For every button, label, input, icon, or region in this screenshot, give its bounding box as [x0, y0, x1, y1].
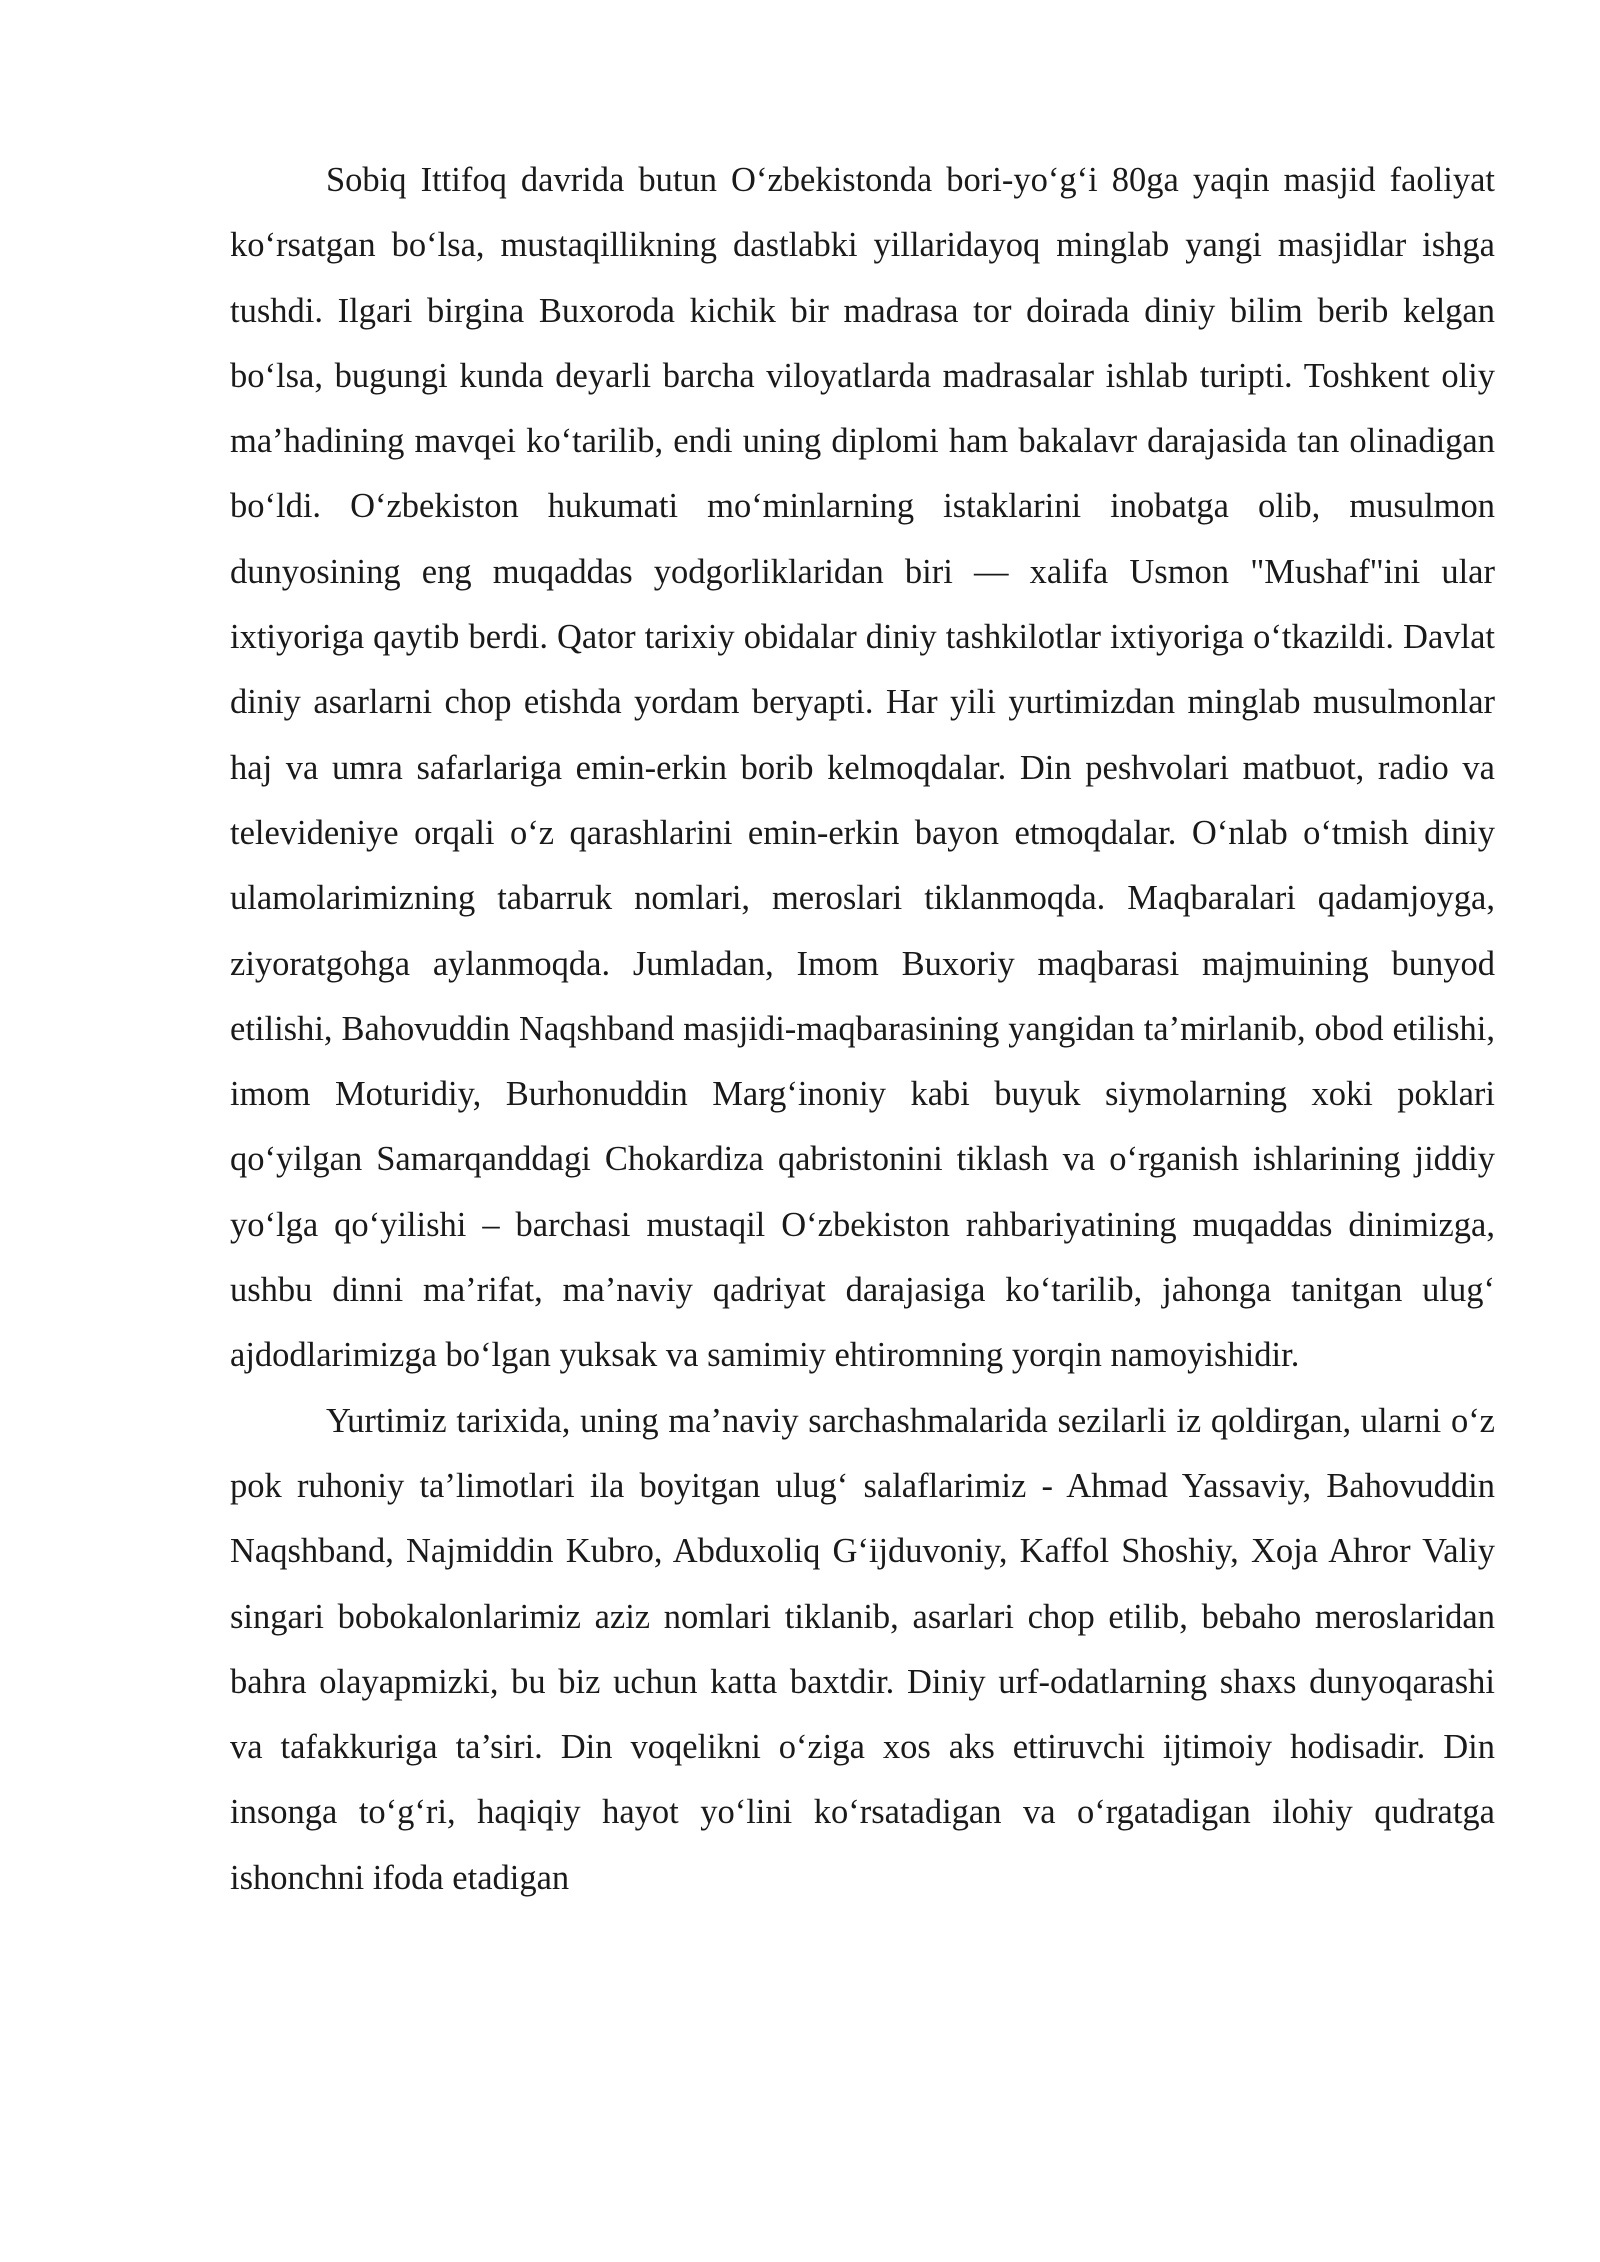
paragraph-2: Yurtimiz tarixida, uning ma’naviy sarchashmalarida sezilarli iz qoldirgan, ularni o‘z pok ruhoniy ta’limotlari ila boyitgan ulug‘ salaflarimiz - Ahmad Yassaviy, Bahovuddin Naqshband, Najmiddin Kubro, Abduxoliq G‘ijduvoniy, Kaffol Shoshiy, Xoja Ahror Valiy singari bobokalonlarimiz aziz nomlari tiklanib, asarlari chop etilib, bebaho meroslaridan bahra olayapmizki, bu biz uchun katta baxtdir. Diniy urf-odatlarning shaxs dunyoqarashi va tafakkuriga ta’siri. Din voqelikni o‘ziga xos aks ettiruvchi ijtimoiy hodisadir. Din insonga to‘g‘ri, haqiqiy hayot yo‘lini ko‘rsatadigan va o‘rgatadigan ilohiy qudratga ishonchni ifoda etadigan — [230, 1401, 1495, 1897]
paragraph-1: Sobiq Ittifoq davrida butun O‘zbekistonda bori-yo‘g‘i 80ga yaqin masjid faoliyat ko‘rsatgan bo‘lsa, mustaqillikning dastlabki yillaridayoq minglab yangi masjidlar ishga tushdi. Ilgari birgina Buxoroda kichik bir madrasa tor doirada diniy bilim berib kelgan bo‘lsa, bugungi kunda deyarli barcha viloyatlarda madrasalar ishlab turipti. Toshkent oliy ma’hadining mavqei ko‘tarilib, endi uning diplomi ham bakalavr darajasida tan olinadigan bo‘ldi. O‘zbekiston hukumati mo‘minlarning istaklarini inobatga olib, musulmon dunyosining eng muqaddas yodgorliklaridan biri — xalifa Usmon "Mushaf"ini ular ixtiyoriga qaytib berdi. Qator tarixiy obidalar diniy tashkilotlar ixtiyoriga o‘tkazildi. Davlat diniy asarlarni chop etishda yordam beryapti. Har yili yurtimizdan minglab musulmonlar haj va umra safarlariga emin-erkin borib kelmoqdalar. Din peshvolari matbuot, radio va televideniye orqali o‘z qarashlarini emin-erkin bayon etmoqdalar. O‘nlab o‘tmish diniy ulamolarimizning tabarruk nomlari, meroslari tiklanmoqda. Maqbaralari qadamjoyga, ziyoratgohga aylanmoqda. Jumladan, Imom Buxoriy maqbarasi majmuining bunyod etilishi, Bahovuddin Naqshband masjidi-maqbarasining yangidan ta’mirlanib, obod etilishi, imom Moturidiy, Burhonuddin Marg‘inoniy kabi buyuk siymolarning xoki poklari qo‘yilgan Samarqanddagi Chokardiza qabristonini tiklash va o‘rganish ishlarining jiddiy yo‘lga qo‘yilishi – barchasi mustaqil O‘zbekiston rahbariyatining muqaddas dinimizga, ushbu dinni ma’rifat, ma’naviy qadriyat darajasiga ko‘tarilib, jahonga tanitgan ulug‘ ajdodlarimizga bo‘lgan yuksak va samimiy ehtiromning yorqin namoyishidir. — [230, 161, 1495, 1375]
document-body — [230, 148, 1495, 1911]
